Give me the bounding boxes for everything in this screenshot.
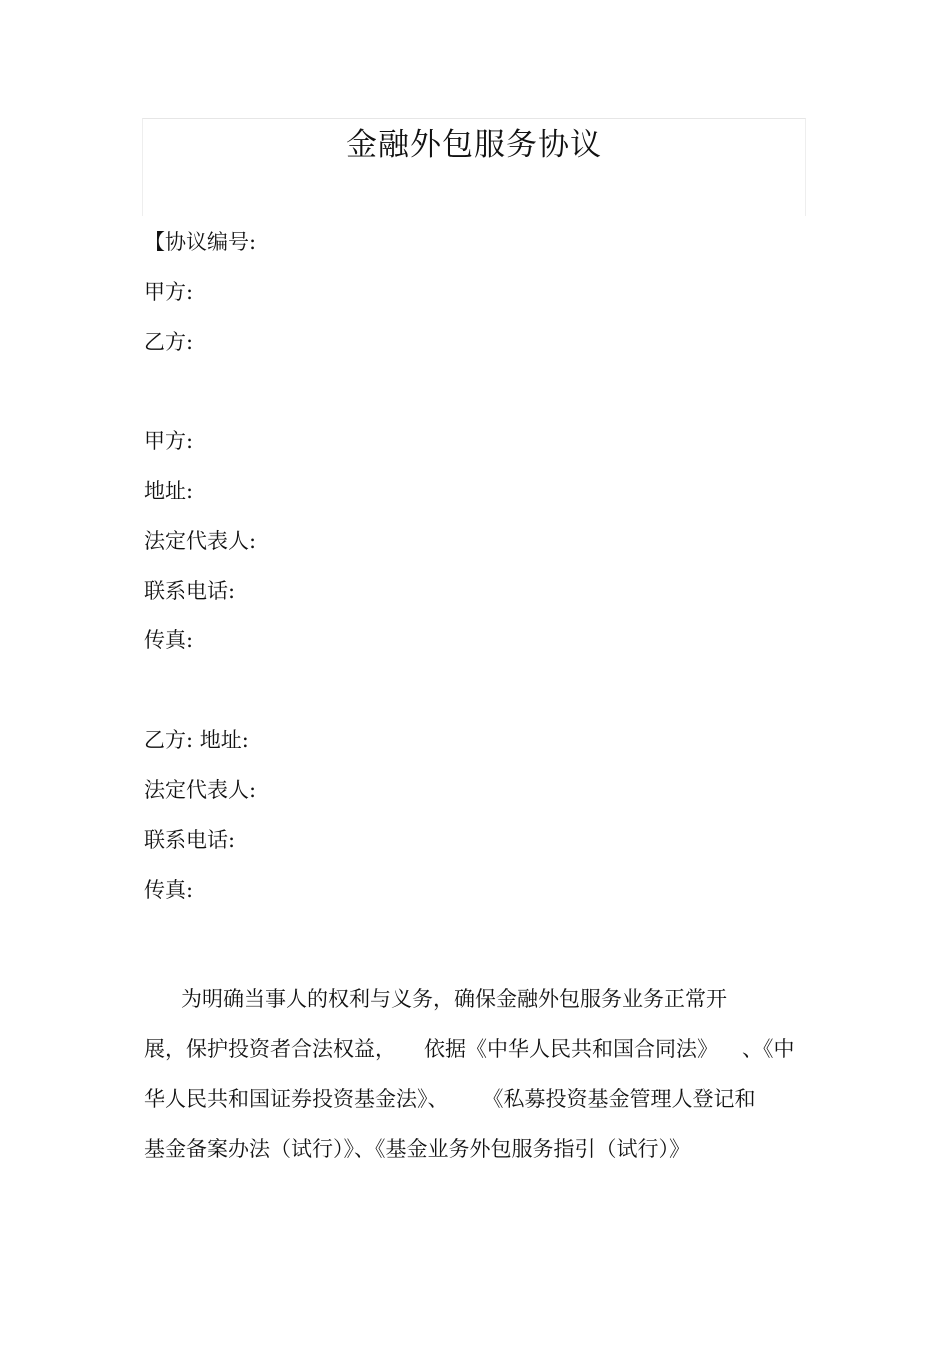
preamble-line-2a: 展，保护投资者合法权益，: [144, 1037, 396, 1061]
party-a-label: 甲方:: [144, 429, 194, 453]
preamble-line-3b: 《私募投资基金管理人登记和: [482, 1087, 756, 1111]
preamble-line-2c: 、《中: [742, 1037, 795, 1061]
party-b-fax-label: 传真:: [144, 878, 194, 902]
party-a-legal-rep-label: 法定代表人:: [144, 529, 257, 553]
agreement-number-label: 【协议编号:: [144, 230, 257, 254]
preamble-line-4: 基金备案办法（试行）》、《基金业务外包服务指引（试行）》: [144, 1137, 690, 1161]
document-title: 金融外包服务协议: [346, 127, 602, 163]
preamble-line-3a: 华人民共和国证券投资基金法》、: [144, 1087, 449, 1111]
party-a-address-label: 地址:: [144, 479, 194, 503]
party-b-legal-rep-label: 法定代表人:: [144, 778, 257, 802]
preamble-line-2b: 依据《中华人民共和国合同法》: [424, 1037, 718, 1061]
preamble-paragraph: [144, 974, 812, 1174]
party-b-address-label: 乙方: 地址:: [144, 728, 249, 752]
party-a-phone-label: 联系电话:: [144, 579, 236, 603]
preamble-line-3: [144, 1074, 812, 1124]
title-box: [142, 118, 806, 216]
party-a-header-label: 甲方:: [144, 280, 194, 304]
party-b-phone-label: 联系电话:: [144, 828, 236, 852]
party-a-fax-label: 传真:: [144, 628, 194, 652]
preamble-line-2: [144, 1024, 812, 1074]
preamble-line-1: 为明确当事人的权利与义务，确保金融外包服务业务正常开: [181, 987, 727, 1011]
party-b-header-label: 乙方:: [144, 330, 194, 354]
